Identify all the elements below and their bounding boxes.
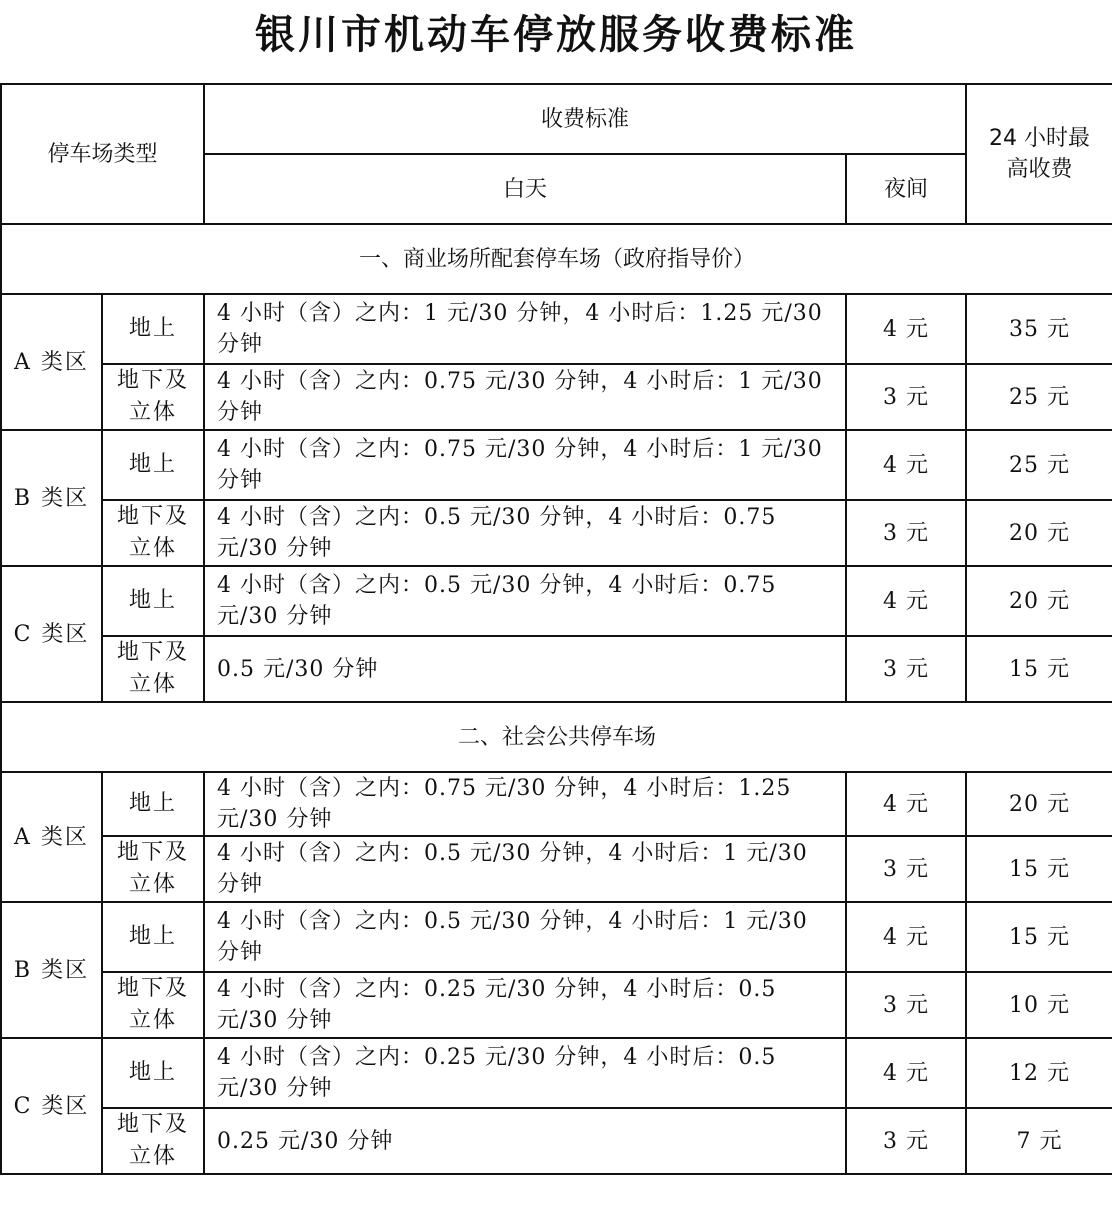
table-row	[1, 902, 1112, 972]
night-fee-cell: 4 元	[846, 294, 966, 364]
day-fee-cell: 4 小时（含）之内：0.5 元/30 分钟，4 小时后：0.75 元/30 分钟	[204, 500, 846, 566]
location-cell: 地上	[102, 772, 204, 836]
header-max24-text: 24 小时最高收费	[989, 126, 1091, 182]
location-cell: 地下及立体	[102, 972, 204, 1038]
max-fee-cell: 15 元	[966, 902, 1112, 972]
header-night: 夜间	[846, 154, 966, 224]
table-row	[1, 294, 1112, 364]
section-row	[1, 224, 1112, 294]
header-day: 白天	[204, 154, 846, 224]
day-fee-cell: 4 小时（含）之内：0.75 元/30 分钟，4 小时后：1.25 元/30 分钟	[204, 772, 846, 836]
section-title: 一、商业场所配套停车场（政府指导价）	[1, 224, 1112, 294]
max-fee-cell: 35 元	[966, 294, 1112, 364]
section-row	[1, 702, 1112, 772]
max-fee-cell: 20 元	[966, 566, 1112, 636]
max-fee-cell: 25 元	[966, 364, 1112, 430]
zone-label: B 类区	[1, 430, 102, 566]
location-cell: 地下及立体	[102, 836, 204, 902]
zone-label: B 类区	[1, 902, 102, 1038]
night-fee-cell: 4 元	[846, 772, 966, 836]
header-max24	[966, 84, 1112, 224]
table-row	[1, 430, 1112, 500]
header-standard: 收费标准	[204, 84, 966, 154]
day-fee-cell: 0.25 元/30 分钟	[204, 1108, 846, 1174]
day-fee-cell: 4 小时（含）之内：0.25 元/30 分钟，4 小时后：0.5 元/30 分钟	[204, 1038, 846, 1108]
table-row	[1, 1038, 1112, 1108]
max-fee-cell: 12 元	[966, 1038, 1112, 1108]
table-row	[1, 364, 1112, 430]
page-title: 银川市机动车停放服务收费标准	[255, 12, 857, 58]
day-fee-cell: 4 小时（含）之内：0.75 元/30 分钟，4 小时后：1 元/30 分钟	[204, 364, 846, 430]
day-fee-cell: 4 小时（含）之内：0.25 元/30 分钟，4 小时后：0.5 元/30 分钟	[204, 972, 846, 1038]
header-lot-type: 停车场类型	[1, 84, 204, 224]
night-fee-cell: 3 元	[846, 500, 966, 566]
max-fee-cell: 7 元	[966, 1108, 1112, 1174]
day-fee-cell: 0.5 元/30 分钟	[204, 636, 846, 702]
table-row	[1, 636, 1112, 702]
zone-label: C 类区	[1, 566, 102, 702]
max-fee-cell: 20 元	[966, 500, 1112, 566]
night-fee-cell: 4 元	[846, 566, 966, 636]
max-fee-cell: 20 元	[966, 772, 1112, 836]
max-fee-cell: 10 元	[966, 972, 1112, 1038]
day-fee-cell: 4 小时（含）之内：0.75 元/30 分钟，4 小时后：1 元/30 分钟	[204, 430, 846, 500]
table-row	[1, 1108, 1112, 1174]
table-row	[1, 836, 1112, 902]
max-fee-cell: 25 元	[966, 430, 1112, 500]
location-cell: 地上	[102, 294, 204, 364]
max-fee-cell: 15 元	[966, 636, 1112, 702]
night-fee-cell: 4 元	[846, 430, 966, 500]
location-cell: 地上	[102, 430, 204, 500]
table-row	[1, 500, 1112, 566]
night-fee-cell: 3 元	[846, 836, 966, 902]
table-row	[1, 566, 1112, 636]
location-cell: 地上	[102, 566, 204, 636]
zone-label: A 类区	[1, 772, 102, 902]
section-title: 二、社会公共停车场	[1, 702, 1112, 772]
zone-label: C 类区	[1, 1038, 102, 1174]
night-fee-cell: 3 元	[846, 636, 966, 702]
location-cell: 地下及立体	[102, 1108, 204, 1174]
day-fee-cell: 4 小时（含）之内：0.5 元/30 分钟，4 小时后：0.75 元/30 分钟	[204, 566, 846, 636]
location-cell: 地上	[102, 902, 204, 972]
day-fee-cell: 4 小时（含）之内：1 元/30 分钟，4 小时后：1.25 元/30 分钟	[204, 294, 846, 364]
table-row	[1, 772, 1112, 836]
day-fee-cell: 4 小时（含）之内：0.5 元/30 分钟，4 小时后：1 元/30 分钟	[204, 836, 846, 902]
night-fee-cell: 4 元	[846, 1038, 966, 1108]
table-row	[1, 972, 1112, 1038]
night-fee-cell: 3 元	[846, 1108, 966, 1174]
location-cell: 地上	[102, 1038, 204, 1108]
day-fee-cell: 4 小时（含）之内：0.5 元/30 分钟，4 小时后：1 元/30 分钟	[204, 902, 846, 972]
location-cell: 地下及立体	[102, 364, 204, 430]
location-cell: 地下及立体	[102, 636, 204, 702]
night-fee-cell: 3 元	[846, 972, 966, 1038]
location-cell: 地下及立体	[102, 500, 204, 566]
fee-table	[0, 83, 1112, 1175]
night-fee-cell: 4 元	[846, 902, 966, 972]
zone-label: A 类区	[1, 294, 102, 430]
max-fee-cell: 15 元	[966, 836, 1112, 902]
night-fee-cell: 3 元	[846, 364, 966, 430]
header-row	[1, 84, 1112, 154]
